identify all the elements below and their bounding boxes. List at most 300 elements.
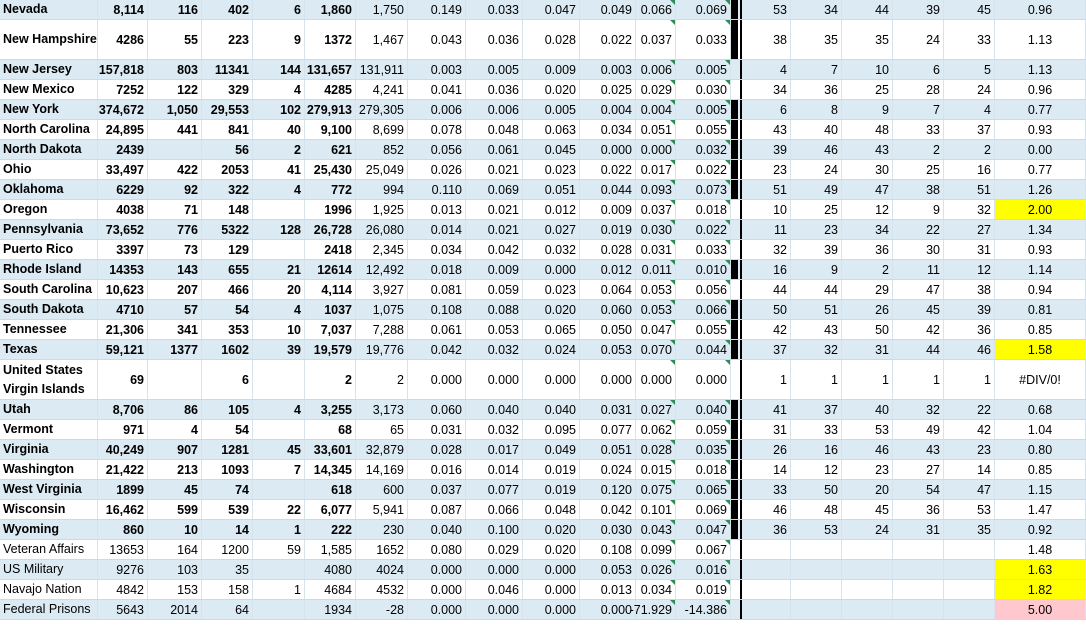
data-cell[interactable]: 46 — [842, 440, 893, 459]
data-cell[interactable]: 0.040 — [523, 400, 580, 419]
data-cell[interactable]: 36 — [893, 500, 944, 519]
data-cell[interactable]: 1037 — [305, 300, 356, 319]
row-name-cell[interactable]: South Carolina — [0, 280, 98, 299]
data-cell[interactable]: 44 — [791, 280, 842, 299]
data-cell[interactable]: 1,585 — [305, 540, 356, 559]
data-cell[interactable] — [253, 480, 305, 499]
data-cell[interactable]: 38 — [944, 280, 995, 299]
data-cell[interactable]: 0.013 — [580, 580, 636, 599]
data-cell[interactable]: 0.028 — [523, 20, 580, 59]
data-cell[interactable]: 0.022 — [580, 160, 636, 179]
data-cell[interactable]: 0.080 — [408, 540, 466, 559]
data-cell[interactable]: 0.087 — [408, 500, 466, 519]
data-cell[interactable]: 37 — [742, 340, 791, 359]
data-cell[interactable]: 994 — [356, 180, 408, 199]
data-cell[interactable]: 0.047 — [676, 520, 731, 539]
data-cell[interactable]: 105 — [202, 400, 253, 419]
data-cell[interactable]: 0.020 — [523, 80, 580, 99]
data-cell[interactable]: 31 — [742, 420, 791, 439]
data-cell[interactable]: 9 — [791, 260, 842, 279]
data-cell[interactable]: 0.036 — [466, 80, 523, 99]
data-cell[interactable]: 6,077 — [305, 500, 356, 519]
data-cell[interactable]: 7 — [791, 60, 842, 79]
data-cell[interactable]: 4024 — [356, 560, 408, 579]
data-cell[interactable]: 0.010 — [676, 260, 731, 279]
data-cell[interactable]: 402 — [202, 0, 253, 19]
data-cell[interactable]: 6 — [893, 60, 944, 79]
data-cell[interactable]: 0.081 — [408, 280, 466, 299]
data-cell[interactable]: 0.051 — [523, 180, 580, 199]
data-cell[interactable]: 0.004 — [580, 100, 636, 119]
data-cell[interactable]: 56 — [202, 140, 253, 159]
data-cell[interactable]: 0.040 — [676, 400, 731, 419]
data-cell[interactable]: 9 — [253, 20, 305, 59]
data-cell[interactable]: 53 — [842, 420, 893, 439]
data-cell[interactable]: 0.045 — [523, 140, 580, 159]
ratio-cell[interactable]: 0.96 — [995, 80, 1086, 99]
data-cell[interactable]: 51 — [742, 180, 791, 199]
data-cell[interactable]: 40,249 — [98, 440, 148, 459]
data-cell[interactable]: 6 — [202, 360, 253, 399]
data-cell[interactable]: 0.061 — [408, 320, 466, 339]
data-cell[interactable]: 29,553 — [202, 100, 253, 119]
data-cell[interactable]: 29 — [842, 280, 893, 299]
row-name-cell[interactable]: West Virginia — [0, 480, 98, 499]
data-cell[interactable]: 0.041 — [408, 80, 466, 99]
data-cell[interactable]: 10 — [842, 60, 893, 79]
data-cell[interactable]: 466 — [202, 280, 253, 299]
data-cell[interactable]: 3397 — [98, 240, 148, 259]
data-cell[interactable]: 39 — [791, 240, 842, 259]
data-cell[interactable]: 0.006 — [636, 60, 676, 79]
data-cell[interactable]: 1 — [842, 360, 893, 399]
data-cell[interactable]: 86 — [148, 400, 202, 419]
data-cell[interactable]: 0.063 — [523, 120, 580, 139]
data-cell[interactable]: 0.042 — [466, 240, 523, 259]
data-cell[interactable]: 64 — [202, 600, 253, 619]
data-cell[interactable] — [893, 540, 944, 559]
data-cell[interactable]: 1377 — [148, 340, 202, 359]
data-cell[interactable]: 24,895 — [98, 120, 148, 139]
data-cell[interactable] — [842, 580, 893, 599]
data-cell[interactable] — [148, 140, 202, 159]
data-cell[interactable]: 0.033 — [676, 240, 731, 259]
data-cell[interactable]: 103 — [148, 560, 202, 579]
data-cell[interactable]: 279,305 — [356, 100, 408, 119]
data-cell[interactable]: 12 — [791, 460, 842, 479]
data-cell[interactable]: 25 — [791, 200, 842, 219]
data-cell[interactable]: 2053 — [202, 160, 253, 179]
data-cell[interactable]: 4285 — [305, 80, 356, 99]
data-cell[interactable]: 49 — [893, 420, 944, 439]
ratio-cell[interactable]: 0.94 — [995, 280, 1086, 299]
data-cell[interactable] — [791, 560, 842, 579]
data-cell[interactable]: 0.046 — [466, 580, 523, 599]
data-cell[interactable]: 0.021 — [466, 160, 523, 179]
data-cell[interactable]: 50 — [742, 300, 791, 319]
data-cell[interactable]: 36 — [742, 520, 791, 539]
data-cell[interactable]: 0.028 — [580, 240, 636, 259]
data-cell[interactable]: 23 — [742, 160, 791, 179]
data-cell[interactable]: 16,462 — [98, 500, 148, 519]
data-cell[interactable]: 4 — [253, 400, 305, 419]
data-cell[interactable]: 0.005 — [466, 60, 523, 79]
data-cell[interactable]: 9,100 — [305, 120, 356, 139]
data-cell[interactable]: 43 — [791, 320, 842, 339]
row-name-cell[interactable]: Texas — [0, 340, 98, 359]
data-cell[interactable]: 33 — [742, 480, 791, 499]
data-cell[interactable]: 55 — [148, 20, 202, 59]
data-cell[interactable]: 374,672 — [98, 100, 148, 119]
data-cell[interactable]: 26,080 — [356, 220, 408, 239]
data-cell[interactable]: 34 — [742, 80, 791, 99]
data-cell[interactable]: 2 — [842, 260, 893, 279]
data-cell[interactable]: 0.020 — [523, 540, 580, 559]
data-cell[interactable]: 2 — [944, 140, 995, 159]
data-cell[interactable]: 44 — [842, 0, 893, 19]
data-cell[interactable]: 42 — [893, 320, 944, 339]
data-cell[interactable]: 0.066 — [466, 500, 523, 519]
data-cell[interactable]: 0.047 — [523, 0, 580, 19]
data-cell[interactable]: 4 — [253, 180, 305, 199]
data-cell[interactable]: 48 — [842, 120, 893, 139]
data-cell[interactable]: 45 — [148, 480, 202, 499]
data-cell[interactable]: 33 — [944, 20, 995, 59]
data-cell[interactable]: 0.101 — [636, 500, 676, 519]
ratio-cell[interactable]: 0.77 — [995, 160, 1086, 179]
data-cell[interactable]: 8,699 — [356, 120, 408, 139]
data-cell[interactable]: 16 — [791, 440, 842, 459]
data-cell[interactable]: 39 — [742, 140, 791, 159]
data-cell[interactable]: 599 — [148, 500, 202, 519]
data-cell[interactable]: 0.009 — [580, 200, 636, 219]
data-cell[interactable]: 0.031 — [580, 400, 636, 419]
data-cell[interactable]: 2 — [893, 140, 944, 159]
data-cell[interactable]: 353 — [202, 320, 253, 339]
data-cell[interactable]: 441 — [148, 120, 202, 139]
ratio-cell[interactable]: 1.13 — [995, 20, 1086, 59]
data-cell[interactable]: 0.029 — [636, 80, 676, 99]
data-cell[interactable]: 0.077 — [580, 420, 636, 439]
data-cell[interactable]: 0.028 — [636, 440, 676, 459]
data-cell[interactable]: 0.053 — [580, 340, 636, 359]
data-cell[interactable]: 0.023 — [523, 280, 580, 299]
data-cell[interactable]: 0.018 — [676, 200, 731, 219]
data-cell[interactable]: 0.000 — [523, 360, 580, 399]
ratio-cell[interactable]: 1.04 — [995, 420, 1086, 439]
data-cell[interactable] — [742, 580, 791, 599]
data-cell[interactable]: 4710 — [98, 300, 148, 319]
data-cell[interactable]: 971 — [98, 420, 148, 439]
data-cell[interactable]: 1652 — [356, 540, 408, 559]
data-cell[interactable]: 11 — [893, 260, 944, 279]
data-cell[interactable]: 35 — [202, 560, 253, 579]
data-cell[interactable]: 0.095 — [523, 420, 580, 439]
data-cell[interactable]: 0.000 — [636, 360, 676, 399]
data-cell[interactable]: 10 — [742, 200, 791, 219]
data-cell[interactable]: 16 — [742, 260, 791, 279]
row-name-cell[interactable]: Ohio — [0, 160, 98, 179]
data-cell[interactable]: 131,657 — [305, 60, 356, 79]
ratio-cell[interactable]: 1.48 — [995, 540, 1086, 559]
ratio-cell[interactable]: 1.15 — [995, 480, 1086, 499]
data-cell[interactable]: 907 — [148, 440, 202, 459]
data-cell[interactable]: 73,652 — [98, 220, 148, 239]
data-cell[interactable]: 0.034 — [636, 580, 676, 599]
data-cell[interactable]: 0.062 — [636, 420, 676, 439]
data-cell[interactable]: 47 — [944, 480, 995, 499]
data-cell[interactable]: 1,750 — [356, 0, 408, 19]
data-cell[interactable]: 0.048 — [523, 500, 580, 519]
data-cell[interactable]: 32 — [791, 340, 842, 359]
data-cell[interactable]: 143 — [148, 260, 202, 279]
data-cell[interactable]: 39 — [944, 300, 995, 319]
data-cell[interactable]: 0.064 — [580, 280, 636, 299]
row-name-cell[interactable]: Nevada — [0, 0, 98, 19]
data-cell[interactable]: 25 — [893, 160, 944, 179]
data-cell[interactable]: 7 — [253, 460, 305, 479]
data-cell[interactable]: 1996 — [305, 200, 356, 219]
data-cell[interactable]: 24 — [842, 520, 893, 539]
data-cell[interactable]: 5643 — [98, 600, 148, 619]
data-cell[interactable]: 45 — [893, 300, 944, 319]
data-cell[interactable]: 39 — [253, 340, 305, 359]
data-cell[interactable]: 213 — [148, 460, 202, 479]
data-cell[interactable]: 0.000 — [580, 360, 636, 399]
data-cell[interactable]: 0.018 — [676, 460, 731, 479]
ratio-cell[interactable]: 5.00 — [995, 600, 1086, 619]
data-cell[interactable]: 1602 — [202, 340, 253, 359]
data-cell[interactable]: 0.075 — [636, 480, 676, 499]
data-cell[interactable]: 0.024 — [523, 340, 580, 359]
data-cell[interactable] — [944, 580, 995, 599]
data-cell[interactable]: 5,941 — [356, 500, 408, 519]
ratio-cell[interactable]: 1.14 — [995, 260, 1086, 279]
data-cell[interactable]: 0.056 — [676, 280, 731, 299]
data-cell[interactable]: 27 — [893, 460, 944, 479]
data-cell[interactable]: 0.069 — [676, 500, 731, 519]
data-cell[interactable]: 54 — [202, 300, 253, 319]
data-cell[interactable]: 0.017 — [466, 440, 523, 459]
data-cell[interactable]: 68 — [305, 420, 356, 439]
data-cell[interactable]: 0.019 — [676, 580, 731, 599]
data-cell[interactable]: 0.043 — [408, 20, 466, 59]
data-cell[interactable]: 329 — [202, 80, 253, 99]
data-cell[interactable]: 0.149 — [408, 0, 466, 19]
data-cell[interactable]: 0.020 — [523, 520, 580, 539]
data-cell[interactable]: 33 — [791, 420, 842, 439]
data-cell[interactable]: 0.048 — [466, 120, 523, 139]
data-cell[interactable]: 0.000 — [466, 600, 523, 619]
data-cell[interactable]: 49 — [791, 180, 842, 199]
data-cell[interactable]: 0.024 — [580, 460, 636, 479]
data-cell[interactable]: 0.060 — [580, 300, 636, 319]
data-cell[interactable]: 322 — [202, 180, 253, 199]
data-cell[interactable]: 129 — [202, 240, 253, 259]
data-cell[interactable]: 0.019 — [523, 460, 580, 479]
data-cell[interactable]: 25 — [842, 80, 893, 99]
data-cell[interactable]: 44 — [893, 340, 944, 359]
data-cell[interactable]: 4 — [253, 80, 305, 99]
data-cell[interactable]: 10 — [148, 520, 202, 539]
data-cell[interactable]: 0.031 — [636, 240, 676, 259]
data-cell[interactable]: 43 — [842, 140, 893, 159]
row-name-cell[interactable]: Wisconsin — [0, 500, 98, 519]
data-cell[interactable]: 16 — [944, 160, 995, 179]
data-cell[interactable] — [944, 600, 995, 619]
data-cell[interactable]: 803 — [148, 60, 202, 79]
data-cell[interactable]: 27 — [944, 220, 995, 239]
data-cell[interactable]: 8 — [791, 100, 842, 119]
data-cell[interactable]: 0.040 — [408, 520, 466, 539]
data-cell[interactable]: 0.051 — [580, 440, 636, 459]
data-cell[interactable]: 54 — [202, 420, 253, 439]
data-cell[interactable]: 33,601 — [305, 440, 356, 459]
data-cell[interactable]: 11341 — [202, 60, 253, 79]
data-cell[interactable]: 3,173 — [356, 400, 408, 419]
row-name-cell[interactable]: New Mexico — [0, 80, 98, 99]
data-cell[interactable]: 1372 — [305, 20, 356, 59]
data-cell[interactable]: 0.069 — [466, 180, 523, 199]
row-name-cell[interactable]: Oregon — [0, 200, 98, 219]
data-cell[interactable]: 116 — [148, 0, 202, 19]
data-cell[interactable] — [944, 560, 995, 579]
data-cell[interactable]: 1899 — [98, 480, 148, 499]
data-cell[interactable]: 35 — [842, 20, 893, 59]
data-cell[interactable]: 2439 — [98, 140, 148, 159]
data-cell[interactable]: 92 — [148, 180, 202, 199]
data-cell[interactable]: 12614 — [305, 260, 356, 279]
data-cell[interactable]: 0.030 — [676, 80, 731, 99]
data-cell[interactable]: 21,306 — [98, 320, 148, 339]
data-cell[interactable]: 41 — [253, 160, 305, 179]
data-cell[interactable]: 1,467 — [356, 20, 408, 59]
data-cell[interactable] — [944, 540, 995, 559]
data-cell[interactable]: 0.026 — [636, 560, 676, 579]
data-cell[interactable] — [791, 580, 842, 599]
data-cell[interactable]: 42 — [742, 320, 791, 339]
data-cell[interactable]: 0.069 — [676, 0, 731, 19]
data-cell[interactable]: 0.053 — [466, 320, 523, 339]
data-cell[interactable] — [742, 600, 791, 619]
data-cell[interactable] — [791, 540, 842, 559]
data-cell[interactable]: 618 — [305, 480, 356, 499]
data-cell[interactable]: 0.051 — [636, 120, 676, 139]
data-cell[interactable]: 1934 — [305, 600, 356, 619]
ratio-cell[interactable]: #DIV/0! — [995, 360, 1086, 399]
data-cell[interactable]: 25,049 — [356, 160, 408, 179]
data-cell[interactable]: 772 — [305, 180, 356, 199]
data-cell[interactable]: 0.000 — [676, 360, 731, 399]
data-cell[interactable]: 8,706 — [98, 400, 148, 419]
data-cell[interactable]: 31 — [944, 240, 995, 259]
data-cell[interactable] — [253, 240, 305, 259]
data-cell[interactable] — [253, 420, 305, 439]
data-cell[interactable]: 0.055 — [676, 320, 731, 339]
data-cell[interactable]: 0.053 — [636, 280, 676, 299]
data-cell[interactable]: 0.016 — [408, 460, 466, 479]
data-cell[interactable]: 24 — [791, 160, 842, 179]
data-cell[interactable]: 0.009 — [466, 260, 523, 279]
ratio-cell[interactable]: 1.34 — [995, 220, 1086, 239]
data-cell[interactable]: 39 — [893, 0, 944, 19]
data-cell[interactable] — [253, 200, 305, 219]
data-cell[interactable]: 19,776 — [356, 340, 408, 359]
data-cell[interactable]: 20 — [253, 280, 305, 299]
data-cell[interactable]: 0.037 — [408, 480, 466, 499]
row-name-cell[interactable]: New Hampshire — [0, 20, 98, 59]
data-cell[interactable]: 1 — [791, 360, 842, 399]
data-cell[interactable]: 36 — [842, 240, 893, 259]
data-cell[interactable]: 34 — [791, 0, 842, 19]
data-cell[interactable]: 19,579 — [305, 340, 356, 359]
data-cell[interactable]: 33,497 — [98, 160, 148, 179]
data-cell[interactable]: 34 — [842, 220, 893, 239]
data-cell[interactable]: 1093 — [202, 460, 253, 479]
ratio-cell[interactable]: 1.63 — [995, 560, 1086, 579]
data-cell[interactable] — [842, 560, 893, 579]
data-cell[interactable]: 0.066 — [636, 0, 676, 19]
ratio-cell[interactable]: 0.77 — [995, 100, 1086, 119]
data-cell[interactable]: 0.078 — [408, 120, 466, 139]
row-name-cell[interactable]: Vermont — [0, 420, 98, 439]
data-cell[interactable]: 0.003 — [408, 60, 466, 79]
data-cell[interactable]: 0.005 — [676, 100, 731, 119]
row-name-cell[interactable]: Rhode Island — [0, 260, 98, 279]
data-cell[interactable]: 45 — [842, 500, 893, 519]
data-cell[interactable]: 50 — [791, 480, 842, 499]
data-cell[interactable]: 37 — [791, 400, 842, 419]
data-cell[interactable]: 0.044 — [580, 180, 636, 199]
data-cell[interactable]: 0.037 — [636, 200, 676, 219]
data-cell[interactable]: 0.050 — [580, 320, 636, 339]
ratio-cell[interactable]: 0.00 — [995, 140, 1086, 159]
data-cell[interactable]: 0.032 — [466, 420, 523, 439]
data-cell[interactable]: 0.030 — [580, 520, 636, 539]
data-cell[interactable]: 3,255 — [305, 400, 356, 419]
data-cell[interactable]: 0.012 — [580, 260, 636, 279]
data-cell[interactable]: 0.000 — [408, 360, 466, 399]
ratio-cell[interactable]: 0.80 — [995, 440, 1086, 459]
data-cell[interactable]: 41 — [742, 400, 791, 419]
data-cell[interactable] — [148, 360, 202, 399]
ratio-cell[interactable]: 0.93 — [995, 240, 1086, 259]
data-cell[interactable]: 0.059 — [676, 420, 731, 439]
data-cell[interactable] — [842, 540, 893, 559]
data-cell[interactable]: 0.110 — [408, 180, 466, 199]
data-cell[interactable]: 59,121 — [98, 340, 148, 359]
row-name-cell[interactable]: Virginia — [0, 440, 98, 459]
row-name-cell[interactable]: Wyoming — [0, 520, 98, 539]
data-cell[interactable]: 6 — [742, 100, 791, 119]
data-cell[interactable]: 223 — [202, 20, 253, 59]
data-cell[interactable]: 11 — [742, 220, 791, 239]
ratio-cell[interactable]: 0.85 — [995, 320, 1086, 339]
data-cell[interactable] — [253, 360, 305, 399]
data-cell[interactable]: 0.040 — [466, 400, 523, 419]
data-cell[interactable]: 47 — [893, 280, 944, 299]
data-cell[interactable]: 222 — [305, 520, 356, 539]
data-cell[interactable]: 0.065 — [676, 480, 731, 499]
data-cell[interactable]: 42 — [944, 420, 995, 439]
data-cell[interactable]: 65 — [356, 420, 408, 439]
ratio-cell[interactable]: 0.92 — [995, 520, 1086, 539]
data-cell[interactable]: 0.030 — [636, 220, 676, 239]
data-cell[interactable]: 33 — [893, 120, 944, 139]
row-name-cell[interactable]: United States Virgin Islands — [0, 360, 98, 399]
data-cell[interactable]: -28 — [356, 600, 408, 619]
data-cell[interactable]: 1,925 — [356, 200, 408, 219]
